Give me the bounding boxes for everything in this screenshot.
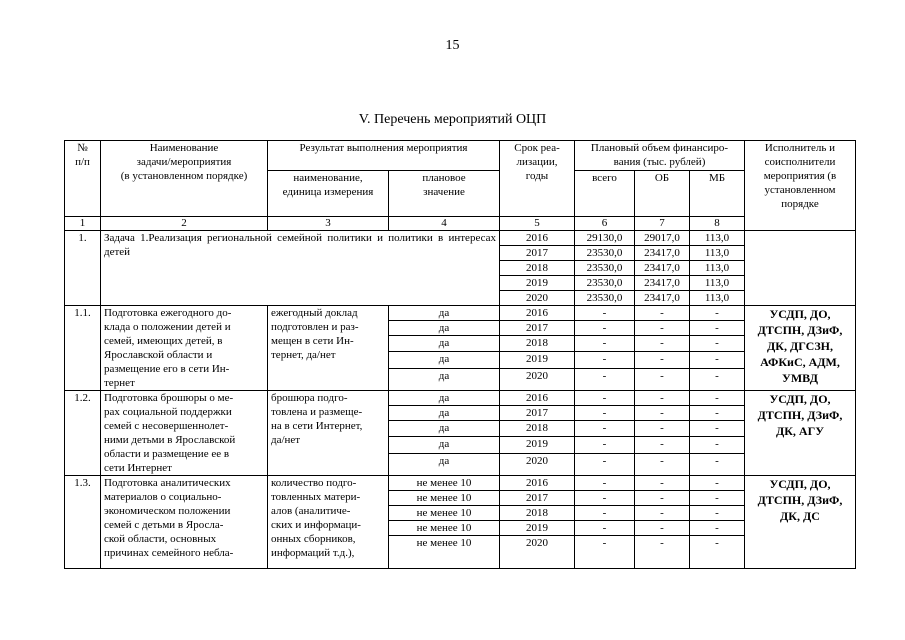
header-funding: Плановый объем финансиро- вания (тыс. рублей): [575, 141, 745, 171]
funding-ob-cell: -: [635, 321, 690, 336]
column-number: 6: [575, 217, 635, 231]
header-funding-mb: МБ: [690, 171, 745, 217]
year-cell: 2020: [500, 453, 575, 475]
planned-value-cell: да: [389, 306, 500, 321]
funding-ob-cell: -: [635, 406, 690, 421]
funding-ob-cell: -: [635, 506, 690, 521]
funding-ob-cell: 29017,0: [635, 231, 690, 246]
table-row: [65, 141, 856, 171]
column-number: 7: [635, 217, 690, 231]
column-number: 4: [389, 217, 500, 231]
funding-ob-cell: -: [635, 491, 690, 506]
planned-value-cell: не менее 10: [389, 476, 500, 491]
planned-value-cell: не менее 10: [389, 536, 500, 569]
funding-total-cell: -: [575, 391, 635, 406]
funding-mb-cell: -: [690, 453, 745, 475]
funding-mb-cell: -: [690, 521, 745, 536]
funding-mb-cell: 113,0: [690, 231, 745, 246]
year-cell: 2016: [500, 391, 575, 406]
funding-total-cell: 29130,0: [575, 231, 635, 246]
activity-name: Подготовка брошюры о ме- рах социальной поддержки семей с несовершеннолет- ними детьми в Ярославской области и размещение ее в сети Интернет: [101, 391, 268, 476]
task-name: Задача 1.Реализация региональной семейной политики и политики в интересах детей: [101, 231, 500, 306]
year-cell: 2018: [500, 506, 575, 521]
header-term: Срок реа- лизации, годы: [500, 141, 575, 217]
funding-mb-cell: -: [690, 391, 745, 406]
year-cell: 2018: [500, 261, 575, 276]
funding-ob-cell: 23417,0: [635, 291, 690, 306]
year-cell: 2019: [500, 521, 575, 536]
funding-ob-cell: -: [635, 536, 690, 569]
planned-value-cell: да: [389, 351, 500, 368]
funding-ob-cell: -: [635, 476, 690, 491]
funding-total-cell: -: [575, 476, 635, 491]
funding-total-cell: 23530,0: [575, 246, 635, 261]
activity-executor: УСДП, ДО, ДТСПН, ДЗиФ, ДК, АГУ: [745, 391, 856, 476]
funding-mb-cell: -: [690, 351, 745, 368]
funding-total-cell: 23530,0: [575, 261, 635, 276]
funding-ob-cell: 23417,0: [635, 261, 690, 276]
year-cell: 2020: [500, 291, 575, 306]
planned-value-cell: да: [389, 368, 500, 390]
activities-table: [64, 140, 856, 569]
year-cell: 2017: [500, 491, 575, 506]
header-executor: Исполнитель и соисполнители мероприятия (в установленном порядке: [745, 141, 856, 231]
funding-mb-cell: -: [690, 491, 745, 506]
header-name: Наименование задачи/мероприятия (в установленном порядке): [101, 141, 268, 217]
column-number: 3: [268, 217, 389, 231]
planned-value-cell: да: [389, 453, 500, 475]
funding-total-cell: 23530,0: [575, 291, 635, 306]
funding-ob-cell: -: [635, 436, 690, 453]
funding-ob-cell: -: [635, 521, 690, 536]
year-cell: 2018: [500, 336, 575, 351]
header-result-value: плановое значение: [389, 171, 500, 217]
funding-mb-cell: -: [690, 421, 745, 436]
year-cell: 2016: [500, 231, 575, 246]
year-cell: 2016: [500, 306, 575, 321]
funding-ob-cell: -: [635, 351, 690, 368]
funding-ob-cell: 23417,0: [635, 276, 690, 291]
funding-ob-cell: -: [635, 336, 690, 351]
planned-value-cell: не менее 10: [389, 491, 500, 506]
year-cell: 2017: [500, 406, 575, 421]
year-cell: 2020: [500, 536, 575, 569]
table-row: [65, 476, 856, 491]
funding-mb-cell: 113,0: [690, 276, 745, 291]
funding-total-cell: -: [575, 521, 635, 536]
funding-total-cell: -: [575, 336, 635, 351]
funding-total-cell: -: [575, 351, 635, 368]
funding-ob-cell: -: [635, 421, 690, 436]
year-cell: 2017: [500, 246, 575, 261]
funding-mb-cell: 113,0: [690, 261, 745, 276]
activity-unit: количество подго- товленных матери- алов (аналитиче- ских и информаци- онных сборников, информаций т.д.),: [268, 476, 389, 569]
planned-value-cell: да: [389, 436, 500, 453]
activity-unit: ежегодный доклад подготовлен и раз- мещен в сети Ин- тернет, да/нет: [268, 306, 389, 391]
funding-ob-cell: -: [635, 453, 690, 475]
planned-value-cell: да: [389, 421, 500, 436]
funding-total-cell: -: [575, 406, 635, 421]
funding-ob-cell: -: [635, 391, 690, 406]
funding-mb-cell: -: [690, 406, 745, 421]
funding-total-cell: 23530,0: [575, 276, 635, 291]
planned-value-cell: да: [389, 406, 500, 421]
year-cell: 2017: [500, 321, 575, 336]
planned-value-cell: не менее 10: [389, 506, 500, 521]
year-cell: 2019: [500, 351, 575, 368]
funding-mb-cell: -: [690, 476, 745, 491]
activity-num: 1.2.: [65, 391, 101, 476]
table-row: [65, 231, 856, 246]
funding-total-cell: -: [575, 436, 635, 453]
planned-value-cell: да: [389, 336, 500, 351]
funding-mb-cell: -: [690, 368, 745, 390]
table-row: [65, 306, 856, 321]
header-result: Результат выполнения мероприятия: [268, 141, 500, 171]
activity-name: Подготовка ежегодного до- клада о положении детей и семей, имеющих детей, в Ярославской области и размещение его в сети Ин- тернет: [101, 306, 268, 391]
page-number: 15: [445, 38, 460, 53]
funding-total-cell: -: [575, 491, 635, 506]
funding-mb-cell: -: [690, 506, 745, 521]
funding-total-cell: -: [575, 536, 635, 569]
activity-name: Подготовка аналитических материалов о социально- экономическом положении семей с детьми в Яросла- ской области, основных причинах семейного небла-: [101, 476, 268, 569]
year-cell: 2019: [500, 276, 575, 291]
funding-mb-cell: -: [690, 321, 745, 336]
funding-total-cell: -: [575, 368, 635, 390]
activity-unit: брошюра подго- товлена и размеще- на в сети Интернет, да/нет: [268, 391, 389, 476]
column-number: 5: [500, 217, 575, 231]
header-result-unit: наименование, единица измерения: [268, 171, 389, 217]
column-number: 8: [690, 217, 745, 231]
planned-value-cell: да: [389, 321, 500, 336]
year-cell: 2018: [500, 421, 575, 436]
funding-mb-cell: 113,0: [690, 246, 745, 261]
year-cell: 2016: [500, 476, 575, 491]
planned-value-cell: не менее 10: [389, 521, 500, 536]
header-funding-total: всего: [575, 171, 635, 217]
section-title: V. Перечень мероприятий ОЦП: [358, 112, 547, 127]
activity-executor: УСДП, ДО, ДТСПН, ДЗиФ, ДК, ДС: [745, 476, 856, 569]
funding-ob-cell: -: [635, 368, 690, 390]
activity-executor: УСДП, ДО, ДТСПН, ДЗиФ, ДК, ДГСЗН, АФКиС, АДМ, УМВД: [745, 306, 856, 391]
header-num: № п/п: [65, 141, 101, 217]
funding-ob-cell: -: [635, 306, 690, 321]
table-row: [65, 391, 856, 406]
funding-total-cell: -: [575, 306, 635, 321]
activity-num: 1.1.: [65, 306, 101, 391]
funding-mb-cell: -: [690, 536, 745, 569]
funding-total-cell: -: [575, 453, 635, 475]
table-row: [65, 217, 856, 231]
funding-total-cell: -: [575, 421, 635, 436]
task-num: 1.: [65, 231, 101, 306]
planned-value-cell: да: [389, 391, 500, 406]
funding-ob-cell: 23417,0: [635, 246, 690, 261]
task-executor: [745, 231, 856, 306]
activity-num: 1.3.: [65, 476, 101, 569]
column-number: 1: [65, 217, 101, 231]
funding-mb-cell: -: [690, 436, 745, 453]
funding-total-cell: -: [575, 506, 635, 521]
funding-total-cell: -: [575, 321, 635, 336]
funding-mb-cell: 113,0: [690, 291, 745, 306]
funding-mb-cell: -: [690, 336, 745, 351]
funding-mb-cell: -: [690, 306, 745, 321]
year-cell: 2019: [500, 436, 575, 453]
year-cell: 2020: [500, 368, 575, 390]
header-funding-ob: ОБ: [635, 171, 690, 217]
column-number: 2: [101, 217, 268, 231]
